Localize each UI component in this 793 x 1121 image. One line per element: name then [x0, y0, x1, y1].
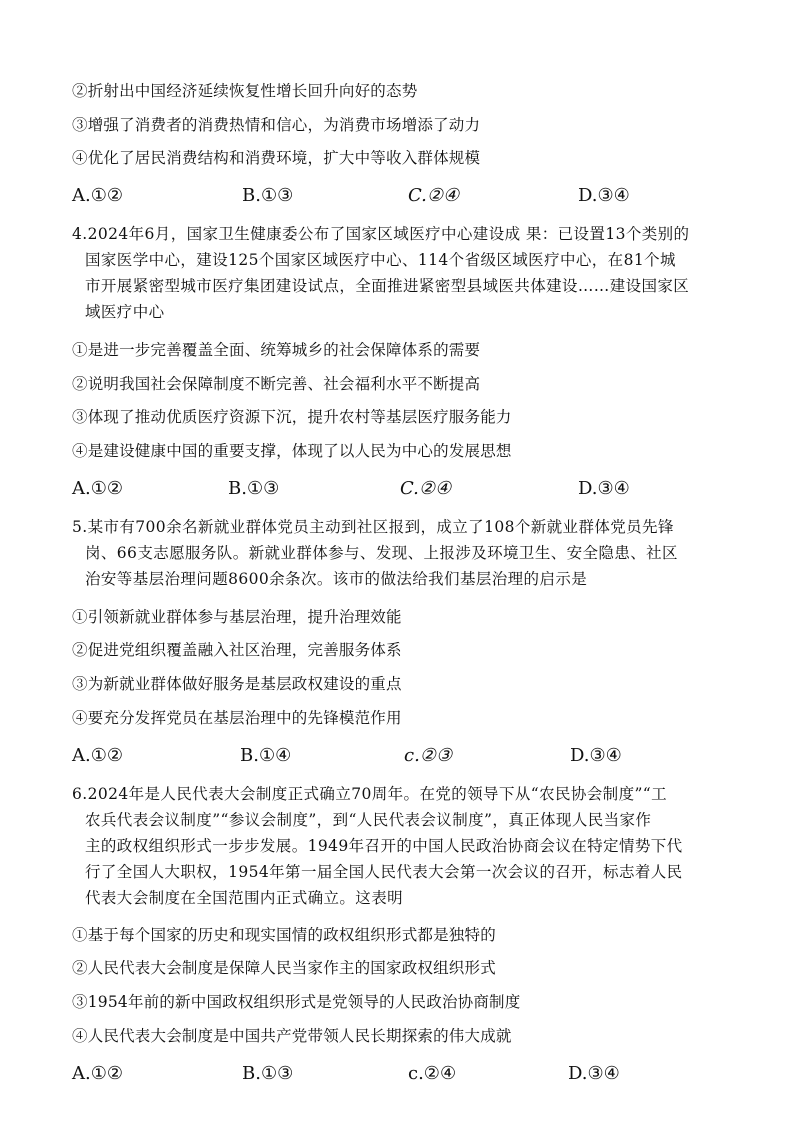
q3-statement-4: ④优化了居民消费结构和消费环境，扩大中等收入群体规模 [72, 149, 481, 167]
q6-choices [72, 1062, 732, 1086]
q4-stem-line: 市开展紧密型城市医疗集团建设试点，全面推进紧密型县域医共体建设……建设国家区 [85, 277, 690, 295]
q3-choice-b: B.①③ [242, 185, 294, 206]
q4-stem-line: 国家医学中心，建设125个国家区域医疗中心、114个省级区域医疗中心，在81个城 [85, 251, 676, 269]
q4-choice-c: C.②④ [400, 478, 452, 499]
q4-stem-line: 域医疗中心 [85, 303, 165, 321]
q4-choice-d: D.③④ [578, 478, 630, 499]
q4-choice-b: B.①③ [228, 478, 280, 499]
q3-statement-3: ③增强了消费者的消费热情和信心，为消费市场增添了动力 [72, 116, 481, 134]
q5-choice-b: B.①④ [240, 745, 292, 766]
q5-choice-d: D.③④ [570, 745, 622, 766]
q5-choice-a: A.①② [72, 745, 123, 766]
q5-stem-line: 岗、66支志愿服务队。新就业群体参与、发现、上报涉及环境卫生、安全隐患、社区 [85, 544, 678, 562]
q5-stem-line: 5.某市有700余名新就业群体党员主动到社区报到，成立了108个新就业群体党员先锋 [72, 518, 674, 536]
q6-choice-c: c.②④ [408, 1063, 457, 1084]
q4-statement-1: ①是进一步完善覆盖全面、统筹城乡的社会保障体系的需要 [72, 341, 481, 359]
q5-stem-line: 治安等基层治理问题8600余条次。该市的做法给我们基层治理的启示是 [85, 570, 588, 588]
q5-statement-1: ①引领新就业群体参与基层治理，提升治理效能 [72, 608, 402, 626]
q4-choices [72, 477, 732, 501]
q5-stem [72, 514, 732, 592]
q6-choice-a: A.①② [72, 1063, 123, 1084]
q6-statement-1: ①基于每个国家的历史和现实国情的政权组织形式都是独特的 [72, 926, 496, 944]
q3-statement-2: ②折射出中国经济延续恢复性增长回升向好的态势 [72, 82, 418, 100]
q6-choice-d: D.③④ [568, 1063, 620, 1084]
q5-statement-3: ③为新就业群体做好服务是基层政权建设的重点 [72, 675, 402, 693]
q4-statement-2: ②说明我国社会保障制度不断完善、社会福利水平不断提高 [72, 375, 481, 393]
q6-statement-4: ④人民代表大会制度是中国共产党带领人民长期探索的伟大成就 [72, 1027, 512, 1045]
q4-stem [72, 221, 732, 325]
q6-stem-line: 6.2024年是人民代表大会制度正式确立70周年。在党的领导下从“农民协会制度”“工 [72, 785, 668, 803]
q6-statement-3: ③1954年前的新中国政权组织形式是党领导的人民政治协商制度 [72, 993, 521, 1011]
q3-choice-c: C.②④ [408, 185, 460, 206]
q5-statement-2: ②促进党组织覆盖融入社区治理，完善服务体系 [72, 641, 402, 659]
q6-stem-line: 代表大会制度在全国范围内正式确立。这表明 [85, 889, 404, 907]
q5-choice-c: c.②③ [404, 745, 453, 766]
q5-statement-4: ④要充分发挥党员在基层治理中的先锋模范作用 [72, 709, 402, 727]
q6-statement-2: ②人民代表大会制度是保障人民当家作主的国家政权组织形式 [72, 959, 496, 977]
q4-choice-a: A.①② [72, 478, 123, 499]
q3-choice-a: A.①② [72, 185, 123, 206]
q4-statement-4: ④是建设健康中国的重要支撑，体现了以人民为中心的发展思想 [72, 442, 512, 460]
q5-choices [72, 744, 732, 768]
q6-stem-line: 主的政权组织形式一步步发展。1949年召开的中国人民政治协商会议在特定情势下代 [85, 837, 683, 855]
q6-stem-line: 行了全国人大职权，1954年第一届全国人民代表大会第一次会议的召开，标志着人民 [85, 863, 683, 881]
q3-choices [72, 184, 732, 208]
q3-choice-d: D.③④ [578, 185, 630, 206]
q6-stem-line: 农兵代表会议制度”“参议会制度”，到“人民代表会议制度”，真正体现人民当家作 [85, 811, 652, 829]
q6-stem [72, 781, 732, 911]
q4-stem-line: 4.2024年6月，国家卫生健康委公布了国家区域医疗中心建设成 果：已设置13个类别的 [72, 225, 690, 243]
q6-choice-b: B.①③ [242, 1063, 294, 1084]
q4-statement-3: ③体现了推动优质医疗资源下沉，提升农村等基层医疗服务能力 [72, 408, 512, 426]
